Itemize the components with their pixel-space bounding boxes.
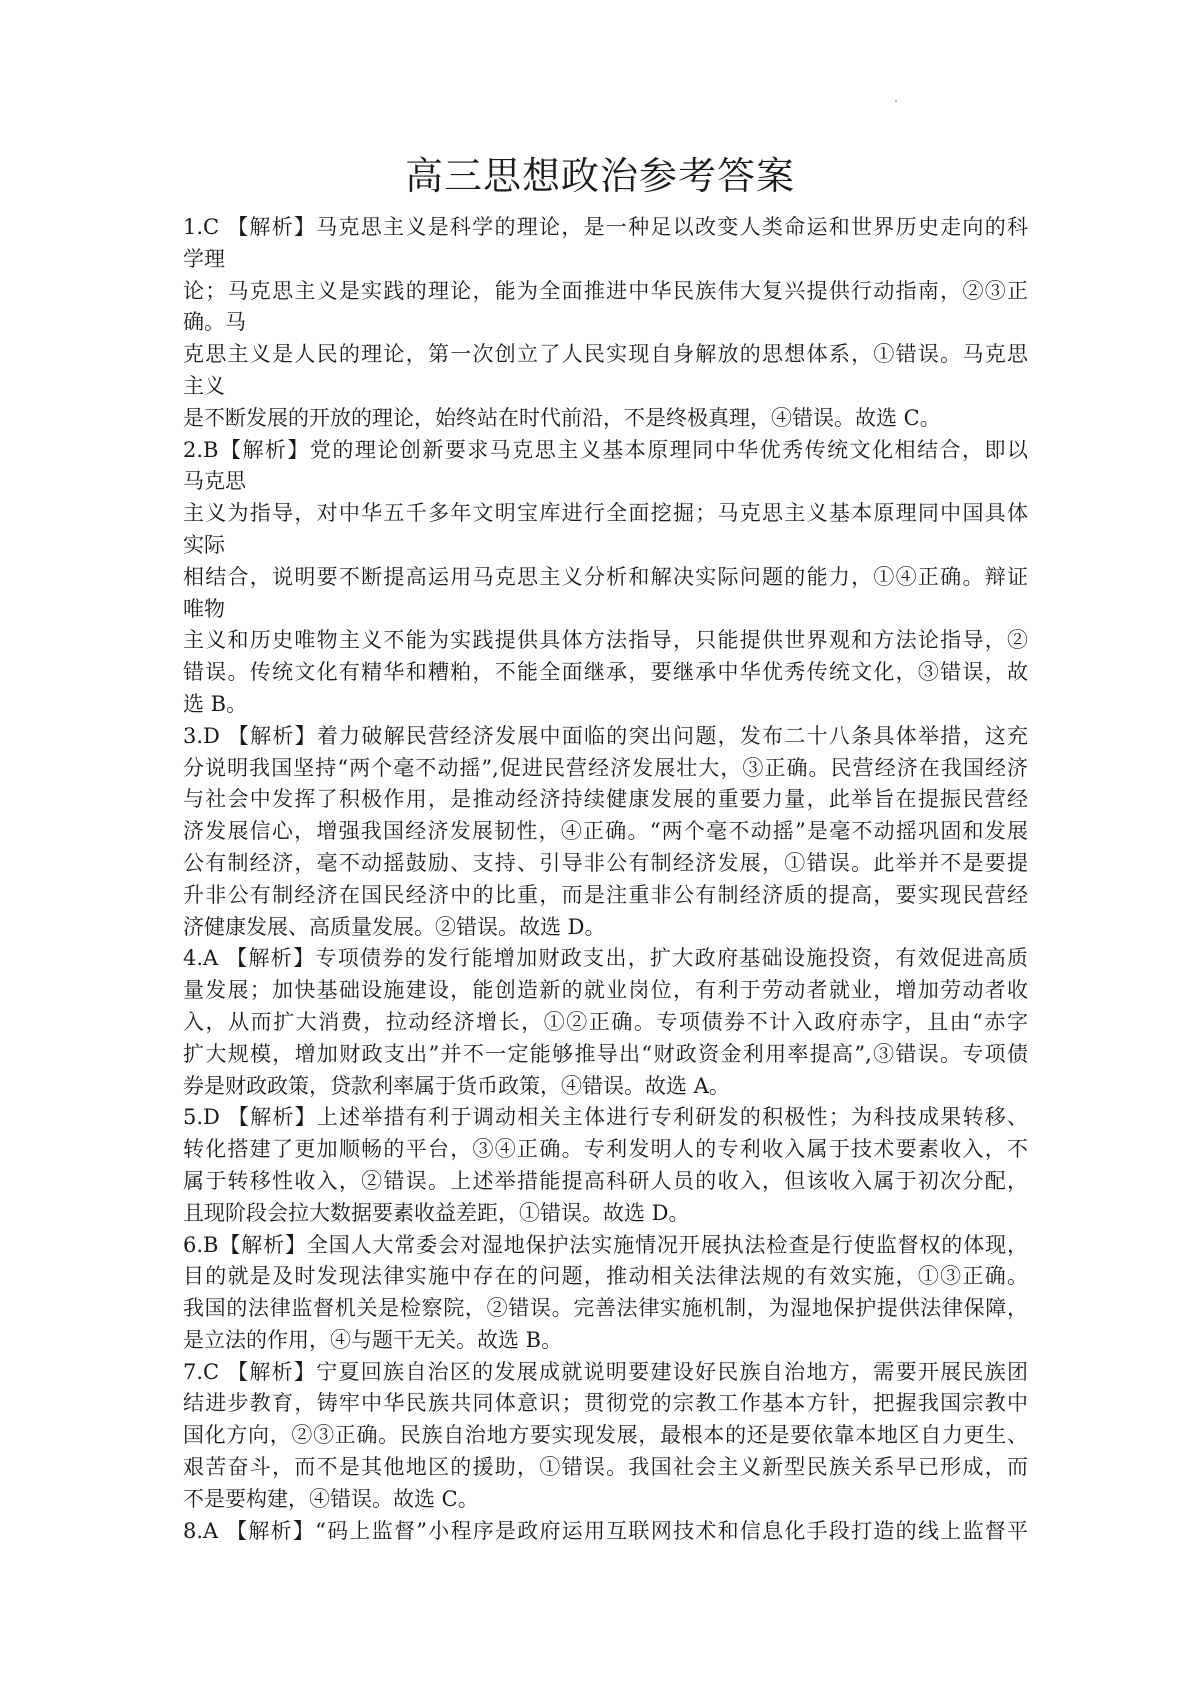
text-line: 目的就是及时发现法律实施中存在的问题，推动相关法律法规的有效实施，①③正确。 — [183, 1264, 1028, 1289]
text-line: 实际 — [183, 532, 225, 557]
text-line: 确。马 — [183, 310, 246, 335]
text-line: 且现阶段会拉大数据要素收益差距，①错误。故选 D。 — [183, 1200, 690, 1225]
text-line: 国化方向，②③正确。民族自治地方要实现发展，最根本的还是要依靠本地区自力更生、 — [183, 1423, 1028, 1448]
text-line: 2.B【解析】党的理论创新要求马克思主义基本原理同中华优秀传统文化相结合，即以 — [183, 437, 1028, 462]
text-line: 唯物 — [183, 596, 225, 621]
text-line: 克思主义是人民的理论，第一次创立了人民实现自身解放的思想体系，①错误。马克思 — [183, 342, 1028, 367]
text-line: 论；马克思主义是实践的理论，能为全面推进中华民族伟大复兴提供行动指南，②③正 — [183, 278, 1028, 303]
text-line: 6.B【解析】全国人大常委会对湿地保护法实施情况开展执法检查是行使监督权的体现， — [183, 1232, 1028, 1257]
text-line: 选 B。 — [183, 691, 248, 716]
text-line: 升非公有制经济在国民经济中的比重，而是注重非公有制经济质的提高，要实现民营经 — [183, 882, 1028, 907]
text-line: 扩大规模，增加财政支出”并不一定能够推导出“财政资金利用率提高”,③错误。专项债 — [183, 1041, 1028, 1066]
text-line: 入，从而扩大消费，拉动经济增长，①②正确。专项债券不计入政府赤字，且由“赤字 — [183, 1009, 1028, 1034]
text-line: 转化搭建了更加顺畅的平台，③④正确。专利发明人的专利收入属于技术要素收入，不 — [183, 1137, 1028, 1162]
text-line: 分说明我国坚持“两个毫不动摇”,促进民营经济发展壮大，③正确。民营经济在我国经济 — [183, 755, 1028, 780]
text-line: 主义和历史唯物主义不能为实践提供具体方法指导，只能提供世界观和方法论指导，② — [183, 628, 1028, 653]
text-line: 券是财政政策，贷款利率属于货币政策，④错误。故选 A。 — [183, 1073, 730, 1098]
text-line: 结进步教育，铸牢中华民族共同体意识；贯彻党的宗教工作基本方针，把握我国宗教中 — [183, 1391, 1028, 1416]
text-line: 量发展；加快基础设施建设，能创造新的就业岗位，有利于劳动者就业，增加劳动者收 — [183, 978, 1028, 1003]
text-line: 公有制经济，毫不动摇鼓励、支持、引导非公有制经济发展，①错误。此举并不是要提 — [183, 850, 1028, 875]
text-line: 是立法的作用，④与题干无关。故选 B。 — [183, 1327, 563, 1352]
text-line: 相结合，说明要不断提高运用马克思主义分析和解决实际问题的能力，①④正确。辩证 — [183, 564, 1028, 589]
text-line: 马克思 — [183, 469, 246, 494]
text-line: 我国的法律监督机关是检察院，②错误。完善法律实施机制，为湿地保护提供法律保障， — [183, 1296, 1028, 1321]
text-line: 1.C 【解析】马克思主义是科学的理论，是一种足以改变人类命运和世界历史走向的科 — [183, 215, 1028, 239]
text-line: 5.D 【解析】上述举措有利于调动相关主体进行专利研发的积极性；为科技成果转移、 — [183, 1105, 1028, 1130]
text-line: 济发展信心，增强我国经济发展韧性，④正确。“两个毫不动摇”是毫不动摇巩固和发展 — [183, 819, 1028, 844]
text-line: 主义为指导，对中华五千多年文明宝库进行全面挖掘；马克思主义基本原理同中国具体 — [183, 501, 1028, 526]
text-line: 3.D 【解析】着力破解民营经济发展中面临的突出问题，发布二十八条具体举措，这充 — [183, 723, 1028, 748]
text-line: 不是要构建，④错误。故选 C。 — [183, 1486, 479, 1511]
text-line: 学理 — [183, 246, 225, 271]
text-line: 艰苦奋斗，而不是其他地区的援助，①错误。我国社会主义新型民族关系早已形成，而 — [183, 1455, 1028, 1480]
answer-body — [183, 212, 1028, 1547]
text-line: 4.A 【解析】专项债券的发行能增加财政支出，扩大政府基础设施投资，有效促进高质 — [183, 946, 1028, 971]
text-line: 错误。传统文化有精华和糟粕，不能全面继承，要继承中华优秀传统文化，③错误，故 — [183, 660, 1028, 685]
text-line: 7.C 【解析】宁夏回族自治区的发展成就说明要建设好民族自治地方，需要开展民族团 — [183, 1359, 1028, 1384]
text-line: 是不断发展的开放的理论，始终站在时代前沿，不是终极真理，④错误。故选 C。 — [183, 405, 941, 430]
scan-speck — [895, 100, 897, 102]
text-line: 与社会中发挥了积极作用，是推动经济持续健康发展的重要力量，此举旨在提振民营经 — [183, 787, 1028, 812]
text-line: 属于转移性收入，②错误。上述举措能提高科研人员的收入，但该收入属于初次分配， — [183, 1168, 1028, 1193]
text-line: 济健康发展、高质量发展。②错误。故选 D。 — [183, 914, 606, 939]
text-line: 8.A 【解析】“码上监督”小程序是政府运用互联网技术和信息化手段打造的线上监督平 — [183, 1518, 1028, 1543]
text-line: 主义 — [183, 373, 225, 398]
page-title: 高三思想政治参考答案 — [404, 154, 795, 198]
